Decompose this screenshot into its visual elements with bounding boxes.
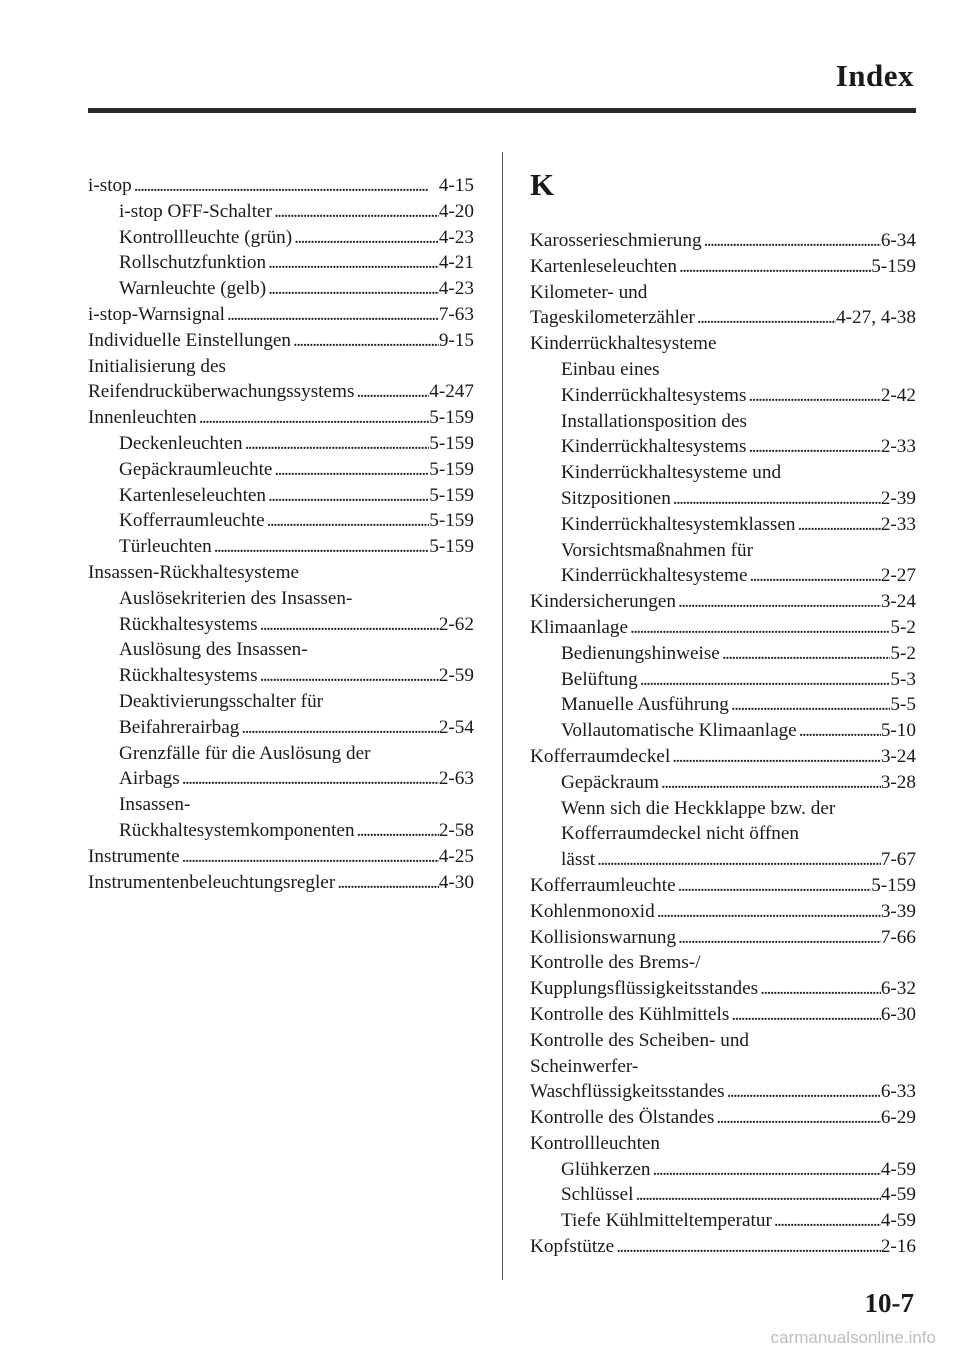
- index-term: Kofferraumleuchte: [530, 874, 676, 896]
- dot-leader: [634, 1182, 881, 1208]
- index-term: Insassen-Rückhaltesysteme: [88, 561, 300, 583]
- index-page-ref: 4-23: [438, 226, 474, 248]
- index-page-ref: 7-63: [438, 303, 474, 325]
- dot-leader: [695, 305, 836, 331]
- dot-leader: [355, 818, 439, 844]
- dot-leader: [676, 589, 881, 615]
- dot-leader: [746, 434, 880, 460]
- index-entry: [88, 199, 474, 225]
- index-term: Kontrolle des Ölstandes: [530, 1107, 715, 1129]
- header-rule: [88, 108, 916, 113]
- index-term: Kofferraumdeckel: [530, 745, 671, 767]
- index-term: Schlüssel: [561, 1184, 634, 1206]
- dot-leader: [676, 925, 881, 951]
- index-entry: [88, 328, 474, 354]
- index-entry: [530, 899, 916, 925]
- dot-leader: [266, 483, 429, 509]
- index-term: Kinderrückhaltesysteme und: [561, 462, 782, 484]
- dot-leader: [291, 328, 439, 354]
- index-term: Kartenleseleuchten: [530, 255, 678, 277]
- index-page-ref: 7-67: [880, 849, 916, 871]
- dot-leader: [720, 641, 891, 667]
- index-term: Kofferraumleuchte: [119, 510, 265, 532]
- dot-leader: [197, 405, 430, 431]
- dot-leader: [797, 718, 881, 744]
- index-page-ref: 5-2: [890, 616, 916, 638]
- index-page-ref: 4-21: [438, 252, 474, 274]
- dot-leader: [132, 173, 439, 199]
- dot-leader: [335, 870, 439, 896]
- index-page-ref: 6-30: [880, 1003, 916, 1025]
- index-page-ref: 4-25: [438, 845, 474, 867]
- index-entry: [530, 486, 916, 512]
- index-page-ref: 6-33: [880, 1081, 916, 1103]
- index-term: Waschflüssigkeitsstandes: [530, 1081, 725, 1103]
- index-entry: [530, 744, 916, 770]
- index-term: Rollschutzfunktion: [119, 252, 267, 274]
- index-entry: [88, 663, 474, 689]
- index-term: Vorsichtsmaßnahmen für: [561, 539, 754, 561]
- index-entry: [88, 508, 474, 534]
- index-term: Kinderrückhaltesystems: [561, 436, 747, 458]
- dot-leader: [677, 254, 871, 280]
- index-term: Instrumentenbeleuchtungsregler: [88, 871, 336, 893]
- dot-leader: [746, 383, 880, 409]
- index-term: Kofferraumdeckel nicht öffnen: [561, 823, 799, 845]
- index-entry: [530, 1054, 916, 1080]
- dot-leader: [180, 766, 439, 792]
- dot-leader: [795, 512, 880, 538]
- index-page-ref: 4-20: [438, 200, 474, 222]
- index-entry: [88, 250, 474, 276]
- dot-leader: [655, 899, 881, 925]
- index-entry: [530, 383, 916, 409]
- dot-leader: [676, 873, 872, 899]
- index-entry: [88, 766, 474, 792]
- index-entry: [88, 457, 474, 483]
- index-page-ref: 4-15: [438, 175, 474, 196]
- index-page-ref: 5-10: [880, 720, 916, 742]
- index-page-ref: 2-54: [438, 716, 474, 738]
- index-entry: [530, 641, 916, 667]
- index-entry: [88, 689, 474, 715]
- index-term: Gepäckraum: [561, 771, 660, 793]
- index-term: Kindersicherungen: [530, 591, 676, 613]
- index-entry: [530, 434, 916, 460]
- index-entry: [530, 796, 916, 822]
- index-term: Kinderrückhaltesystems: [561, 384, 747, 406]
- dot-leader: [714, 1105, 880, 1131]
- index-page-ref: 2-59: [438, 665, 474, 687]
- index-term: Sitzpositionen: [561, 487, 671, 509]
- index-page-ref: 2-39: [880, 487, 916, 509]
- dot-leader: [638, 667, 891, 693]
- dot-leader: [628, 615, 890, 641]
- index-term: Initialisierung des: [88, 355, 227, 377]
- index-entry: [88, 354, 474, 380]
- index-page-ref: 5-159: [429, 484, 474, 506]
- index-term: Rückhaltesystems: [119, 613, 258, 635]
- dot-leader: [747, 563, 880, 589]
- index-term: i-stop OFF-Schalter: [119, 200, 272, 222]
- index-entry: [88, 792, 474, 818]
- index-entry: [88, 560, 474, 586]
- index-page-ref: 5-159: [429, 432, 474, 454]
- index-page-ref: 2-33: [880, 513, 916, 535]
- dot-leader: [258, 612, 439, 638]
- index-term: i-stop-Warnsignal: [88, 303, 226, 325]
- index-page-ref: 3-24: [880, 745, 916, 767]
- index-entry: [88, 586, 474, 612]
- index-term: Kilometer- und: [530, 281, 648, 303]
- index-page-ref: 4-27, 4-38: [836, 307, 916, 329]
- index-term: Reifendrucküberwachungssystems: [88, 381, 355, 403]
- index-page-ref: 6-34: [880, 230, 916, 251]
- index-page-ref: 5-159: [871, 255, 916, 277]
- index-entry: [530, 589, 916, 615]
- index-entry: [530, 821, 916, 847]
- dot-leader: [670, 744, 881, 770]
- dot-leader: [258, 663, 439, 689]
- index-page-ref: 7-66: [880, 926, 916, 948]
- index-term: Manuelle Ausführung: [561, 694, 729, 716]
- index-term: Kupplungsflüssigkeitsstandes: [530, 978, 759, 1000]
- index-term: Kinderrückhaltesysteme: [561, 565, 748, 587]
- index-term: Tiefe Kühlmitteltemperatur: [561, 1210, 772, 1232]
- index-entry: [530, 1028, 916, 1054]
- index-entry: [530, 1182, 916, 1208]
- index-term: Deckenleuchten: [119, 432, 243, 454]
- dot-leader: [272, 199, 439, 225]
- index-term: Kartenleseleuchten: [119, 484, 267, 506]
- index-page-ref: 5-2: [890, 642, 916, 664]
- index-page-ref: 6-32: [880, 978, 916, 1000]
- index-page-ref: 2-58: [438, 819, 474, 841]
- index-term: Rückhaltesystemkomponenten: [119, 819, 355, 841]
- index-term: Airbags: [119, 768, 180, 790]
- dot-leader: [272, 457, 429, 483]
- index-entry: [530, 770, 916, 796]
- index-term: lässt: [561, 849, 596, 871]
- section-letter-heading: K: [530, 167, 555, 202]
- index-term: Karosserieschmierung: [530, 230, 702, 251]
- index-entry: [88, 379, 474, 405]
- index-page-ref: 4-59: [880, 1158, 916, 1180]
- index-term: Auslösekriterien des Insassen-: [119, 587, 353, 609]
- index-term: i-stop: [88, 175, 132, 196]
- index-entry: [530, 950, 916, 976]
- index-page-ref: 5-3: [890, 668, 916, 690]
- dot-leader: [729, 692, 891, 718]
- index-term: Rückhaltesystems: [119, 665, 258, 687]
- dot-leader: [292, 225, 439, 251]
- index-entry: [88, 741, 474, 767]
- index-entry: [88, 302, 474, 328]
- index-entry: [530, 718, 916, 744]
- dot-leader: [659, 770, 881, 796]
- index-entry: [88, 483, 474, 509]
- index-page-ref: 5-159: [871, 874, 916, 896]
- index-term: Grenzfälle für die Auslösung der: [119, 742, 371, 764]
- watermark: carmanualsonline.info: [770, 1328, 936, 1347]
- dot-leader: [595, 847, 881, 873]
- index-term: Gepäckraumleuchte: [119, 458, 273, 480]
- dot-leader: [266, 250, 439, 276]
- index-page-ref: 2-27: [880, 565, 916, 587]
- index-entry: [88, 534, 474, 560]
- index-term: Klimaanlage: [530, 616, 629, 638]
- index-page-ref: 3-24: [880, 591, 916, 613]
- index-page-ref: 5-159: [429, 536, 474, 558]
- index-entry: [530, 976, 916, 1002]
- index-entry: [530, 512, 916, 538]
- index-page-ref: 3-39: [880, 900, 916, 922]
- index-term: Kontrolle des Scheiben- und: [530, 1029, 750, 1051]
- index-page-ref: 4-30: [438, 871, 474, 893]
- index-page-ref: 4-59: [880, 1210, 916, 1232]
- index-entry: [88, 870, 474, 896]
- dot-leader: [225, 302, 439, 328]
- index-entry: [530, 925, 916, 951]
- page-title: Index: [835, 58, 914, 93]
- index-term: Scheinwerfer-: [530, 1055, 639, 1077]
- index-entry: [530, 305, 916, 331]
- dot-leader: [354, 379, 429, 405]
- index-page-ref: 2-62: [438, 613, 474, 635]
- index-term: Bedienungshinweise: [561, 642, 720, 664]
- dot-leader: [212, 534, 430, 560]
- index-entry: [88, 276, 474, 302]
- index-page-ref: 6-29: [880, 1107, 916, 1129]
- index-entry: [530, 331, 916, 357]
- index-page-ref: 5-159: [429, 458, 474, 480]
- index-entry: [530, 1105, 916, 1131]
- page-number: 10-7: [864, 1288, 914, 1318]
- index-term: Kontrolle des Kühlmittels: [530, 1003, 730, 1025]
- dot-leader: [265, 508, 430, 534]
- index-entry: [530, 409, 916, 435]
- index-term: Auslösung des Insassen-: [119, 639, 308, 661]
- index-entry: [88, 405, 474, 431]
- index-term: Kopfstütze: [530, 1236, 615, 1258]
- index-entry: [88, 431, 474, 457]
- index-term: Glühkerzen: [561, 1158, 651, 1180]
- index-term: Deaktivierungsschalter für: [119, 690, 324, 712]
- index-entry: [530, 1002, 916, 1028]
- dot-leader: [702, 228, 881, 254]
- index-page-ref: 2-63: [438, 768, 474, 790]
- index-term: Tageskilometerzähler: [530, 307, 695, 329]
- index-entry: [530, 460, 916, 486]
- index-column-left: [88, 173, 474, 895]
- index-entry: [88, 612, 474, 638]
- index-page-ref: 4-247: [429, 381, 474, 403]
- index-term: Vollautomatische Klimaanlage: [561, 720, 797, 742]
- dot-leader: [243, 431, 430, 457]
- index-term: Warnleuchte (gelb): [119, 278, 267, 300]
- index-entry: [88, 818, 474, 844]
- index-entry: [88, 225, 474, 251]
- index-entry: [530, 1079, 916, 1105]
- index-entry: [88, 173, 474, 199]
- index-entry: [530, 667, 916, 693]
- index-term: Instrumente: [88, 845, 180, 867]
- dot-leader: [725, 1079, 881, 1105]
- index-entry: [530, 1131, 916, 1157]
- index-entry: [530, 615, 916, 641]
- index-entries-k: [530, 228, 916, 1260]
- index-page-ref: 5-159: [429, 510, 474, 532]
- index-entry: [88, 715, 474, 741]
- index-entry: [530, 847, 916, 873]
- index-term: Wenn sich die Heckklappe bzw. der: [561, 797, 836, 819]
- index-page-ref: 2-33: [880, 436, 916, 458]
- index-entry: [530, 563, 916, 589]
- index-term: Insassen-: [119, 794, 191, 816]
- dot-leader: [266, 276, 439, 302]
- index-entry: [530, 1157, 916, 1183]
- index-term: Kontrollleuchte (grün): [119, 226, 293, 248]
- index-term: Kollisionswarnung: [530, 926, 677, 948]
- index-entry: [530, 228, 916, 254]
- dot-leader: [180, 844, 439, 870]
- index-column-right: [530, 167, 916, 1260]
- index-term: Installationsposition des: [561, 410, 748, 432]
- index-entry: [530, 254, 916, 280]
- index-entry: [530, 1234, 916, 1260]
- index-entry: [530, 280, 916, 306]
- index-page-ref: 9-15: [438, 329, 474, 351]
- index-term: Individuelle Einstellungen: [88, 329, 292, 351]
- index-entry: [88, 637, 474, 663]
- index-term: Innenleuchten: [88, 407, 197, 429]
- index-term: Kinderrückhaltesysteme: [530, 333, 717, 355]
- index-page-ref: 5-159: [429, 407, 474, 429]
- index-entry: [530, 692, 916, 718]
- index-term: Belüftung: [561, 668, 638, 690]
- column-divider: [502, 152, 503, 1280]
- dot-leader: [729, 1002, 881, 1028]
- index-term: Kontrolle des Brems-/: [530, 952, 701, 974]
- index-term: Einbau eines: [561, 358, 660, 380]
- dot-leader: [651, 1157, 881, 1183]
- dot-leader: [758, 976, 881, 1002]
- index-page-ref: 5-5: [890, 694, 916, 716]
- index-page-ref: 2-42: [880, 384, 916, 406]
- index-term: Türleuchten: [119, 536, 212, 558]
- index-term: Kohlenmonoxid: [530, 900, 655, 922]
- index-term: Kinderrückhaltesystemklassen: [561, 513, 796, 535]
- dot-leader: [671, 486, 881, 512]
- index-page-ref: 3-28: [880, 771, 916, 793]
- index-term: Beifahrerairbag: [119, 716, 240, 738]
- index-page-ref: 4-23: [438, 278, 474, 300]
- index-entry: [530, 1208, 916, 1234]
- index-page-ref: 4-59: [880, 1184, 916, 1206]
- index-entry: [530, 873, 916, 899]
- dot-leader: [614, 1234, 881, 1260]
- dot-leader: [239, 715, 438, 741]
- index-term: Kontrollleuchten: [530, 1132, 661, 1154]
- index-entry: [88, 844, 474, 870]
- index-entry: [530, 357, 916, 383]
- index-page-ref: 2-16: [880, 1236, 916, 1258]
- index-entry: [530, 538, 916, 564]
- dot-leader: [772, 1208, 881, 1234]
